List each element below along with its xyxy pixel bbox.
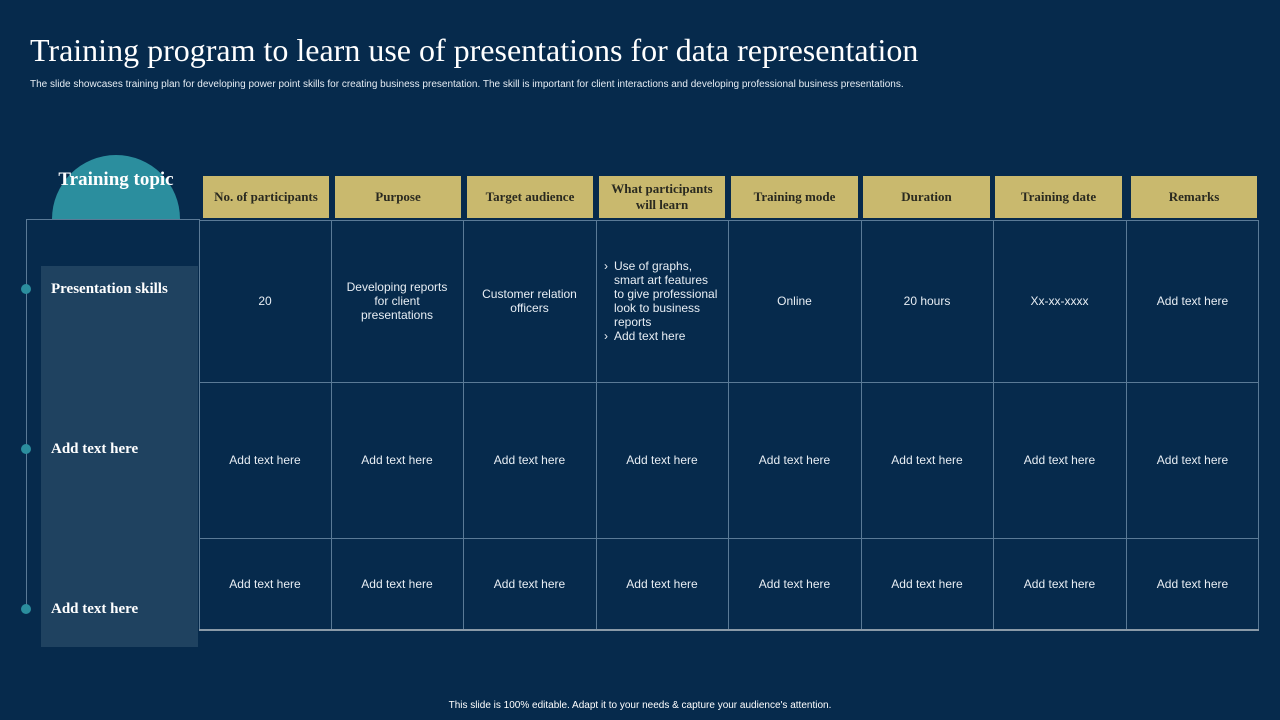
header-target-audience: Target audience <box>467 176 593 218</box>
topic-presentation-skills: Presentation skills <box>51 281 168 297</box>
cell-training-date: Add text here <box>1023 453 1096 467</box>
timeline-dot <box>21 284 31 294</box>
cell-participants: Add text here <box>229 577 301 591</box>
learn-list <box>604 259 720 343</box>
header-duration: Duration <box>863 176 990 218</box>
cell-training-mode: Add text here <box>758 577 831 591</box>
cell-training-date: Add text here <box>1023 577 1096 591</box>
cell-what-learn <box>596 220 728 382</box>
cell-purpose: Add text here <box>361 453 433 467</box>
cell-what-learn: Add text here <box>626 577 698 591</box>
timeline-dot <box>21 444 31 454</box>
topic-row-2: Add text here <box>51 441 139 457</box>
cell-training-mode: Online <box>777 294 812 308</box>
cell-duration: 20 hours <box>903 294 951 308</box>
timeline-dot <box>21 604 31 614</box>
learn-list-item: › Add text here <box>604 329 720 343</box>
cell-duration: Add text here <box>891 577 963 591</box>
training-topic-tab <box>52 155 180 219</box>
training-topic-label: Training topic <box>58 169 174 190</box>
cell-target-audience: Add text here <box>493 577 566 591</box>
cell-what-learn: Add text here <box>626 453 698 467</box>
cell-remarks: Add text here <box>1156 453 1229 467</box>
timeline-top-line <box>26 219 200 220</box>
cell-duration: Add text here <box>891 453 963 467</box>
slide-subtitle: The slide showcases training plan for developing power point skills for creating business presentation. The skill is important for client interactions and developing professional business presentations. <box>30 79 904 90</box>
learn-list-item: › Use of graphs, smart art features to give professional look to business reports <box>604 259 720 329</box>
cell-target-audience: Add text here <box>493 453 566 467</box>
header-training-mode: Training mode <box>731 176 858 218</box>
cell-remarks: Add text here <box>1156 294 1229 308</box>
topic-row-3: Add text here <box>51 601 139 617</box>
header-what-learn: What participants will learn <box>599 176 725 218</box>
cell-target-audience: Customer relation officers <box>482 287 577 315</box>
cell-participants: Add text here <box>229 453 301 467</box>
header-remarks: Remarks <box>1131 176 1257 218</box>
cell-participants: 20 <box>258 294 272 308</box>
header-purpose: Purpose <box>335 176 461 218</box>
slide-title: Training program to learn use of presentations for data representation <box>30 32 919 68</box>
cell-purpose: Add text here <box>361 577 433 591</box>
header-training-date: Training date <box>995 176 1122 218</box>
cell-remarks: Add text here <box>1156 577 1229 591</box>
cell-training-date: Xx-xx-xxxx <box>1030 294 1089 308</box>
cell-training-mode: Add text here <box>758 453 831 467</box>
header-participants: No. of participants <box>203 176 329 218</box>
timeline-line <box>26 219 27 609</box>
slide-footer: This slide is 100% editable. Adapt it to your needs & capture your audience's attention. <box>448 700 832 711</box>
cell-purpose: Developing reports for client presentations <box>346 280 448 322</box>
